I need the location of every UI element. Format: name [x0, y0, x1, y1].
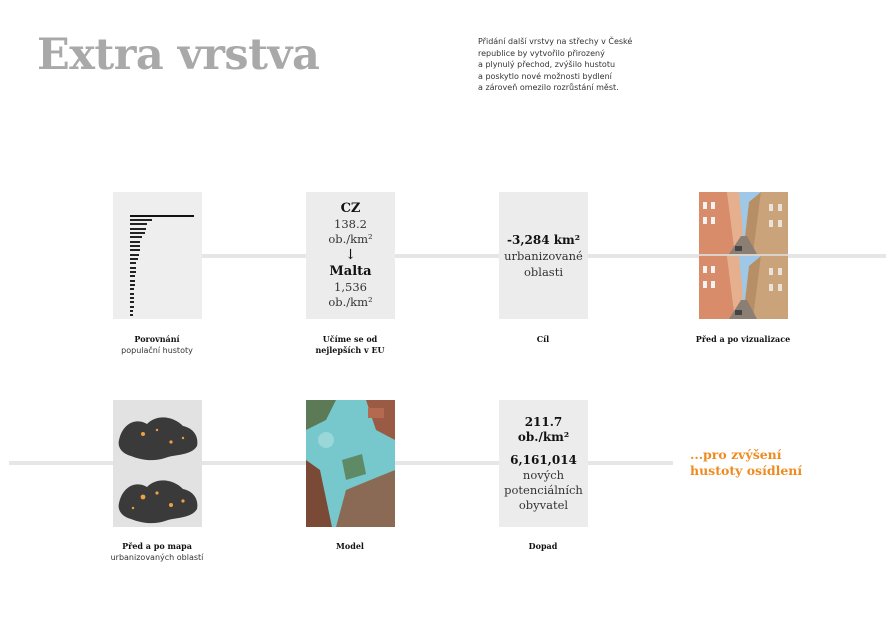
chart-bar: [130, 288, 134, 290]
chart-row: [117, 288, 199, 291]
street-viz-caption: Před a po vizualizace: [695, 334, 791, 344]
model-caption: Model: [336, 541, 364, 551]
chart-bar: [130, 306, 134, 308]
chart-row: [117, 240, 199, 243]
chart-row: [117, 257, 199, 260]
goal-card: -3,284 km² urbanizované oblasti: [499, 192, 588, 319]
czech-map: [113, 400, 202, 527]
density-comparison-card: [113, 192, 202, 319]
chart-row: [117, 244, 199, 247]
chart-bar: [130, 219, 152, 221]
chart-bar: [130, 228, 146, 230]
impact-card: 211.7 ob./km² 6,161,014 nových potenciálních obyvatel: [499, 400, 588, 527]
density-bar-chart: [117, 214, 199, 319]
chart-row: [117, 266, 199, 269]
chart-row: [117, 284, 199, 287]
chart-bar: [130, 254, 139, 256]
chart-row: [117, 279, 199, 282]
chart-bar: [130, 245, 140, 247]
chart-row: [117, 214, 199, 217]
tagline: ...pro zvýšení hustoty osídlení: [690, 447, 803, 478]
arrow-down-icon: ↓: [344, 247, 357, 263]
goal-value: -3,284 km²: [506, 232, 580, 247]
chart-bar: [130, 271, 136, 273]
chart-row: [117, 253, 199, 256]
chart-bar: [130, 241, 140, 243]
chart-bar: [130, 275, 135, 277]
chart-bar: [130, 314, 133, 316]
chart-row: [117, 231, 199, 234]
urban-map-before-after-image: [113, 400, 202, 527]
density-comparison-caption: Porovnání populační hustoty: [121, 334, 193, 355]
chart-row: [117, 314, 199, 317]
chart-row: [117, 218, 199, 221]
street-photo: [699, 192, 788, 319]
page-title: Extra vrstva: [37, 30, 320, 80]
to-value: 1,536: [334, 280, 367, 294]
chart-row: [117, 236, 199, 239]
chart-bar: [130, 223, 147, 225]
intro-text: Přidání další vrstvy na střechy v České republice by vytvořilo přirozený a plynulý přechod, zvýšilo hustotu a poskytlo nové možnosti bydlení a zároveň omezilo rozrůstání měst.: [478, 37, 633, 92]
chart-row: [117, 292, 199, 295]
chart-row: [117, 227, 199, 230]
impact-density: 211.7: [524, 414, 563, 429]
chart-bar: [130, 280, 135, 282]
goal-caption: Cíl: [536, 334, 550, 344]
chart-row: [117, 305, 199, 308]
chart-row: [117, 262, 199, 265]
chart-bar: [130, 267, 136, 269]
impact-unit: ob./km²: [517, 429, 570, 444]
learn-from-eu-caption: Učíme se od nejlepších v EU: [315, 334, 385, 355]
chart-row: [117, 270, 199, 273]
chart-row: [117, 275, 199, 278]
chart-bar: [130, 284, 135, 286]
model-image: [306, 400, 395, 527]
chart-row: [117, 310, 199, 313]
street-before-after-image: [699, 192, 788, 319]
chart-row: [117, 223, 199, 226]
to-unit: ob./km²: [328, 295, 373, 309]
chart-bar: [130, 301, 134, 303]
chart-bar: [130, 232, 145, 234]
chart-bar: [130, 215, 194, 217]
chart-row: [117, 318, 199, 319]
chart-row: [117, 249, 199, 252]
chart-row: [117, 301, 199, 304]
chart-row: [117, 297, 199, 300]
chart-bar: [130, 258, 138, 260]
model-photo: [306, 400, 395, 527]
impact-residents: 6,161,014: [510, 452, 577, 467]
to-country: Malta: [329, 264, 372, 279]
chart-bar: [130, 249, 140, 251]
chart-bar: [130, 236, 142, 238]
impact-caption: Dopad: [528, 541, 558, 551]
chart-bar: [130, 293, 134, 295]
chart-bar: [130, 297, 134, 299]
chart-bar: [130, 310, 133, 312]
from-unit: ob./km²: [328, 232, 373, 246]
from-country: CZ: [340, 201, 361, 216]
from-value: 138.2: [334, 217, 367, 231]
urban-map-caption: Před a po mapa urbanizovaných oblastí: [110, 541, 204, 562]
chart-bar: [130, 262, 136, 264]
learn-from-eu-card: [306, 192, 395, 319]
